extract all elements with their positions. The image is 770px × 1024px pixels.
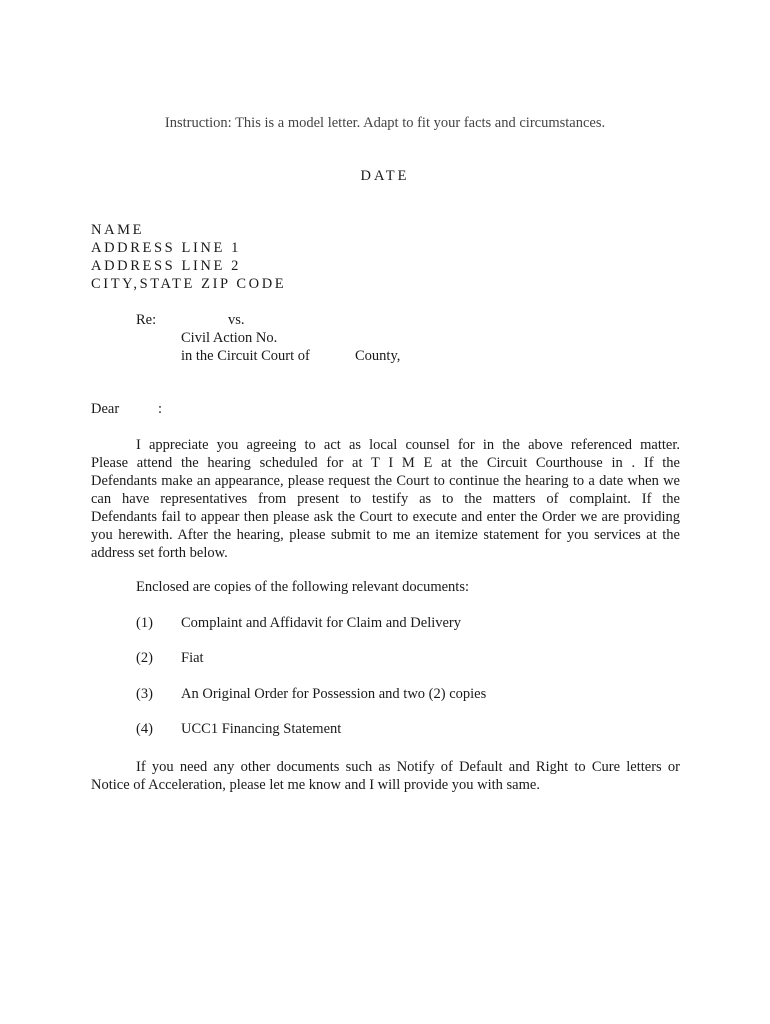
enclosed-intro: Enclosed are copies of the following relevant documents: — [136, 579, 469, 595]
address-line-1: ADDRESS LINE 1 — [91, 240, 241, 256]
salutation-dear: Dear — [91, 401, 120, 417]
paragraph-line: Please attend the hearing scheduled for at T I M E at the Circuit Courthouse in . If the — [91, 455, 680, 471]
document-item: An Original Order for Possession and two (2) copies — [181, 686, 487, 702]
paragraph-line: address set forth below. — [91, 545, 228, 561]
circuit-court-line: in the Circuit Court of — [181, 348, 310, 364]
county-label: County, — [355, 348, 401, 364]
date-placeholder: DATE — [360, 168, 410, 184]
re-label: Re: — [136, 312, 157, 328]
closing-paragraph — [91, 758, 680, 794]
instruction-note: Instruction: This is a model letter. Adapt to fit your facts and circumstances. — [164, 115, 606, 131]
address-line-2: ADDRESS LINE 2 — [91, 258, 241, 274]
document-number: (4) — [136, 721, 153, 737]
paragraph-line: If you need any other documents such as Notify of Default and Right to Cure letters or — [136, 759, 680, 775]
paragraph-line: Notice of Acceleration, please let me know and I will provide you with same. — [91, 777, 540, 793]
document-item: Complaint and Affidavit for Claim and Delivery — [181, 615, 462, 631]
civil-action-line: Civil Action No. — [181, 330, 278, 346]
paragraph-line: Defendants make an appearance, please request the Court to continue the hearing to a date when we — [91, 473, 680, 489]
paragraph-line: I appreciate you agreeing to act as local counsel for in the above referenced matter. — [136, 437, 680, 453]
re-vs: vs. — [228, 312, 245, 328]
document-number: (1) — [136, 615, 153, 631]
document-item: Fiat — [181, 650, 204, 666]
salutation-colon: : — [158, 401, 163, 417]
body-paragraph-1 — [91, 436, 680, 562]
paragraph-line: can have representatives from present to testify as to the matters of complaint. If the — [91, 491, 680, 507]
paragraph-line: Defendants fail to appear then please ask the Court to execute and enter the Order we are providing — [91, 509, 680, 525]
address-city-state-zip: CITY,STATE ZIP CODE — [91, 276, 287, 292]
document-number: (2) — [136, 650, 153, 666]
document-item: UCC1 Financing Statement — [181, 721, 342, 737]
document-number: (3) — [136, 686, 153, 702]
paragraph-line: you herewith. After the hearing, please submit to me an itemize statement for you services at the — [91, 527, 680, 543]
recipient-name: NAME — [91, 222, 145, 238]
